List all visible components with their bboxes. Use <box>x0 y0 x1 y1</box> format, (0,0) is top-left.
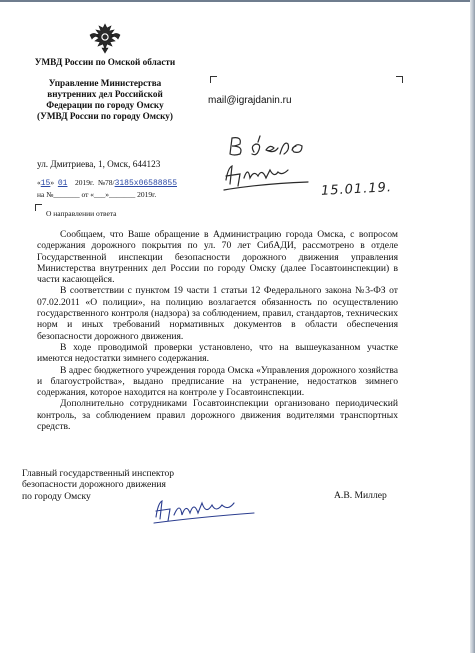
handwritten-date: 15.01.19. <box>320 180 393 199</box>
org-line: внутренних дел Российской <box>47 89 163 99</box>
org-name-regional: УМВД России по Омской области <box>34 57 176 67</box>
org-line: Федерации по городу Омску <box>46 100 164 110</box>
org-line: Управление Министерства <box>48 78 162 88</box>
police-emblem-icon <box>87 21 123 55</box>
org-name-block <box>20 78 190 122</box>
handwritten-resolution <box>218 134 318 196</box>
signer-title-line: Главный государственный инспектор <box>22 468 175 479</box>
registration-line: «15» 01 2019г. №78/3185х06588855 <box>37 178 177 188</box>
signer-title-line: по городу Омску <box>22 490 91 502</box>
signer-title-line: безопасности дорожного движения <box>22 479 166 491</box>
reg-year: 2019г. <box>74 178 95 187</box>
org-line: (УМВД России по городу Омску) <box>37 111 173 121</box>
letter-body <box>37 229 398 432</box>
body-paragraph: Сообщаем, что Ваше обращение в Администрацию города Омска, с вопросом содержания дорожного покрытия по ул. 70 лет СибАДИ, рассмотрено в отделе Государственной инспекции безопасности дорожного движения управления Министерства внутренних дел России по городу Омску (далее Госавтоинспекции) в части касающейся. <box>37 229 398 286</box>
handwritten-signature <box>150 493 258 527</box>
scan-edge-top <box>0 0 475 2</box>
reg-number: 3185х06588855 <box>114 179 177 188</box>
reg-number-label: №78/ <box>97 178 115 187</box>
scan-edge-right <box>470 0 475 653</box>
recipient-email: mail@igrajdanin.ru <box>208 95 292 106</box>
body-paragraph: В ходе проводимой проверки установлено, что на вышеуказанном участке имеются недостатки зимнего содержания. <box>37 341 398 365</box>
corner-mark <box>396 76 403 83</box>
org-address: ул. Дмитриева, 1, Омск, 644123 <box>37 159 161 169</box>
subject-hint: О направлении ответа <box>46 209 117 218</box>
reg-month: 01 <box>57 179 68 188</box>
body-paragraph: Дополнительно сотрудниками Госавтоинспекции организовано периодический контроль, за соблюдением правил дорожного движения водителями транспортных средств. <box>37 398 398 433</box>
corner-mark <box>35 204 42 211</box>
corner-mark <box>210 76 217 83</box>
reference-line: на №_______ от «___»_______ 2019г. <box>37 190 157 199</box>
body-paragraph: В адрес бюджетного учреждения города Омска «Управления дорожного хозяйства и благоустройства», выдано предписание на устранение, недостатков зимнего содержания, которое находится на контроле у Госавтоинспекции. <box>37 364 398 399</box>
reg-day: 15 <box>40 179 51 188</box>
body-paragraph: В соответствии с пунктом 19 части 1 статьи 12 Федерального закона №3-ФЗ от 07.02.2011 «О полиции», на полицию возлагается обязанность по осуществлению государственного контроля (надзора) за соблюдением, правил, стандартов, технических норм и иных требований нормативных документов в области обеспечения безопасности дорожного движения. <box>37 285 398 342</box>
signer-name: А.В. Миллер <box>334 490 387 501</box>
